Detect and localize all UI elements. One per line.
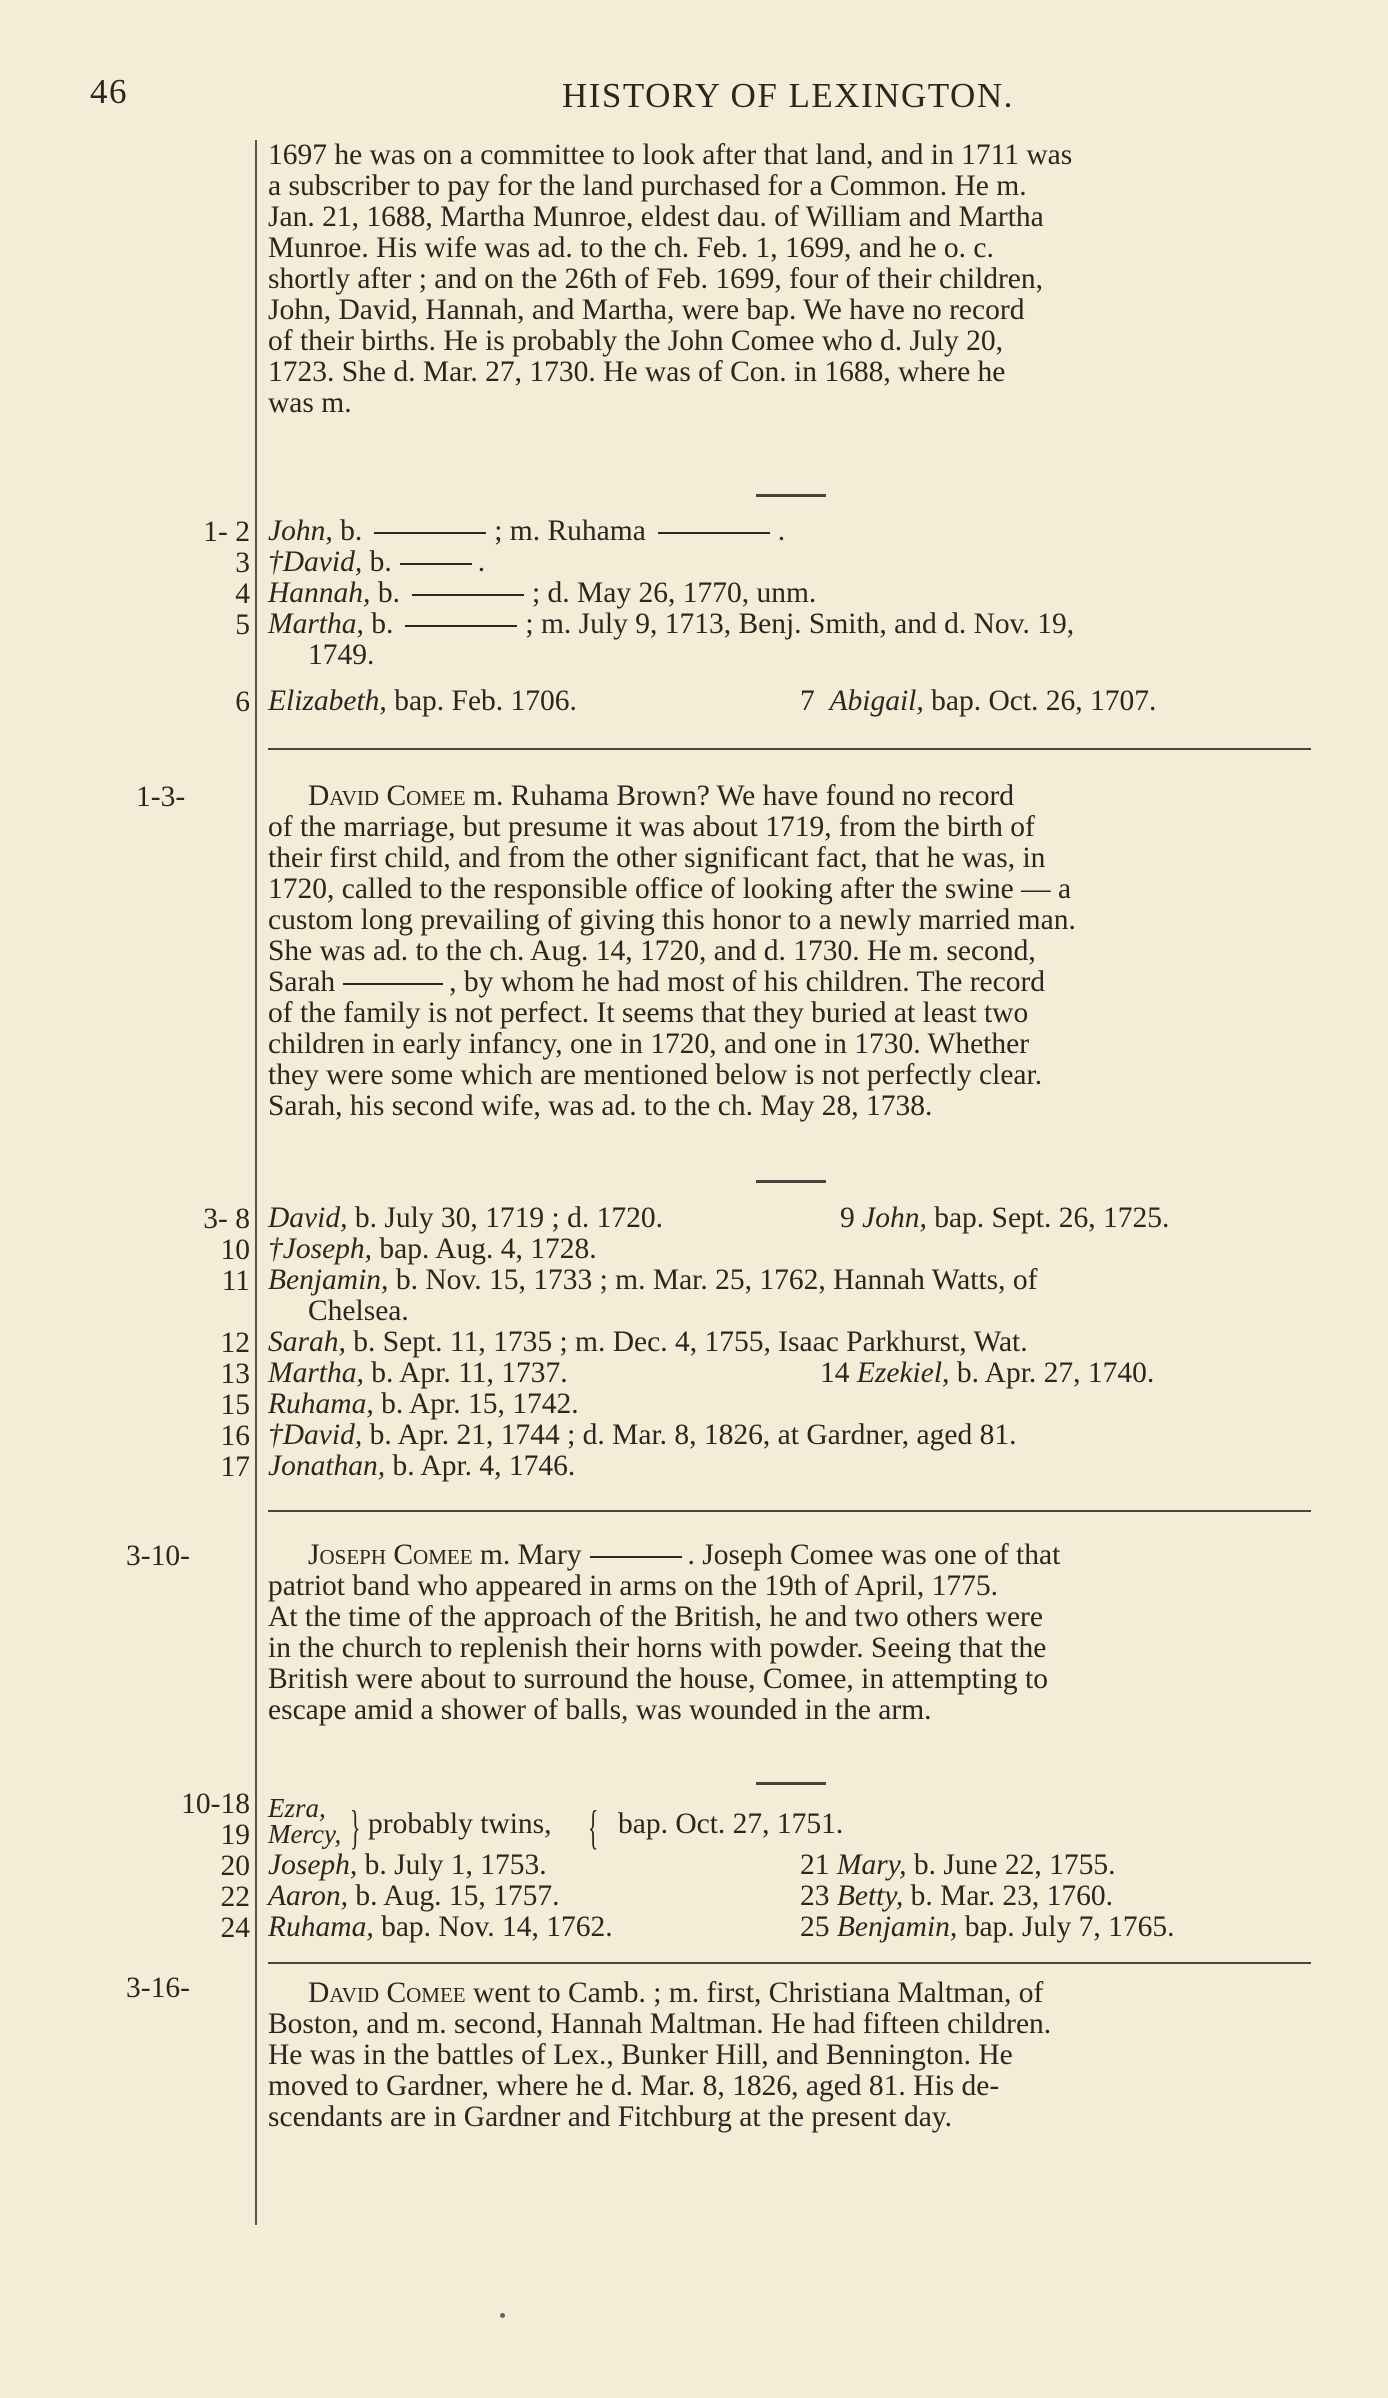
- child-entry: [268, 1795, 326, 1821]
- child-name: †David,: [268, 546, 363, 578]
- entry-text: bap. Aug. 4, 1728.: [372, 1233, 597, 1265]
- genealogy-ref: 25: [800, 1911, 830, 1943]
- entry-text: ; m. July 9, 1713, Benj. Smith, and d. Nov. 19,: [525, 608, 1075, 640]
- text-line: Munroe. His wife was ad. to the ch. Feb. 1, 1699, and he o. c.: [268, 232, 994, 264]
- entry-text: b. Mar. 23, 1760.: [903, 1880, 1114, 1912]
- text-line: John, David, Hannah, and Martha, were bap. We have no record: [268, 294, 1025, 326]
- child-name: Benjamin,: [268, 1264, 389, 1296]
- text-line: 1720, called to the responsible office of looking after the swine — a: [268, 873, 1072, 905]
- genealogy-ref: 9: [840, 1202, 855, 1234]
- child-entry: [268, 547, 485, 578]
- child-entry: [268, 1420, 1017, 1451]
- child-entry: [268, 578, 816, 609]
- child-name: Hannah,: [268, 577, 371, 609]
- entry-text: .: [777, 515, 786, 547]
- right-brace: {: [588, 1801, 599, 1854]
- genealogy-ref: 6: [235, 686, 250, 718]
- text-span: Sarah: [268, 966, 336, 998]
- text-line: their first child, and from the other significant fact, that he was, in: [268, 842, 1046, 874]
- entry-text: b. Sept. 11, 1735 ; m. Dec. 4, 1755, Isaac Parkhurst, Wat.: [345, 1326, 1028, 1358]
- text-line: custom long prevailing of giving this honor to a newly married man.: [268, 904, 1076, 936]
- child-entry: [268, 686, 577, 717]
- page-number: 46: [90, 72, 128, 111]
- entry-text: bap. Sept. 26, 1725.: [926, 1202, 1170, 1234]
- family-head: David Comee: [308, 1977, 466, 2009]
- child-name: Ruhama,: [268, 1388, 374, 1420]
- text-line: scendants are in Gardner and Fitchburg at the present day.: [268, 2101, 953, 2133]
- child-entry: [840, 1203, 1169, 1234]
- child-entry: [820, 1358, 1154, 1389]
- child-name: Sarah,: [268, 1326, 346, 1358]
- child-entry: [268, 1821, 341, 1847]
- entry-text: b.: [362, 546, 392, 578]
- genealogy-ref: 20: [220, 1850, 250, 1882]
- entry-text: b. Nov. 15, 1733 ; m. Mar. 25, 1762, Hannah Watts, of: [388, 1264, 1038, 1296]
- entry-text: ; d. May 26, 1770, unm.: [531, 577, 817, 609]
- entry-text: .: [477, 546, 486, 578]
- text-line: patriot band who appeared in arms on the 19th of April, 1775.: [268, 1570, 998, 1602]
- child-entry: [800, 1850, 1115, 1881]
- genealogy-ref: 4: [235, 578, 250, 610]
- short-divider: [756, 1782, 826, 1785]
- ink-speck: [500, 2313, 505, 2318]
- child-entry: [268, 1912, 613, 1943]
- text-line: children in early infancy, one in 1720, and one in 1730. Whether: [268, 1028, 1030, 1060]
- genealogy-ref: 24: [220, 1912, 250, 1944]
- child-entry: [800, 1881, 1113, 1912]
- genealogy-ref: 15: [220, 1389, 250, 1421]
- entry-text: bap. Feb. 1706.: [386, 685, 577, 717]
- child-name: Ezekiel,: [856, 1357, 950, 1389]
- left-brace: }: [350, 1801, 361, 1854]
- twins-note: probably twins,: [368, 1808, 552, 1840]
- child-entry: [268, 1881, 559, 1912]
- entry-continuation: 1749.: [308, 639, 375, 671]
- child-name: Mercy,: [268, 1819, 342, 1849]
- child-name: Benjamin,: [836, 1911, 958, 1943]
- child-name: Ezra,: [268, 1793, 326, 1823]
- genealogy-ref: 1-3-: [136, 781, 186, 813]
- text-line: [308, 1978, 1043, 2009]
- entry-text: ; m. Ruhama: [494, 515, 646, 547]
- genealogy-ref: 10-18: [181, 1788, 250, 1820]
- entry-text: b. July 30, 1719 ; d. 1720.: [347, 1202, 663, 1234]
- entry-text: b. July 1, 1753.: [357, 1849, 547, 1881]
- text-line: a subscriber to pay for the land purchased for a Common. He m.: [268, 170, 1027, 202]
- genealogy-ref: 11: [221, 1265, 250, 1297]
- text-span: m. Ruhama Brown? We have found no record: [465, 780, 1015, 812]
- text-line: [308, 781, 1014, 812]
- entry-text: bap. Nov. 14, 1762.: [373, 1911, 613, 1943]
- text-line: escape amid a shower of balls, was wounded in the arm.: [268, 1694, 932, 1726]
- text-line: they were some which are mentioned below is not perfectly clear.: [268, 1059, 1043, 1091]
- child-name: Elizabeth,: [268, 685, 387, 717]
- entry-continuation: Chelsea.: [308, 1295, 409, 1327]
- text-line: was m.: [268, 387, 352, 419]
- family-head: Joseph Comee: [308, 1539, 473, 1571]
- genealogy-ref: 22: [220, 1881, 250, 1913]
- genealogy-ref: 7: [800, 685, 815, 717]
- child-name: †Joseph,: [268, 1233, 373, 1265]
- entry-text: b.: [332, 515, 363, 547]
- text-line: 1723. She d. Mar. 27, 1730. He was of Con. in 1688, where he: [268, 356, 1006, 388]
- child-entry: [268, 1451, 575, 1482]
- margin-rule: [255, 140, 257, 2225]
- family-head: David Comee: [308, 780, 466, 812]
- entry-text: b. Apr. 11, 1737.: [363, 1357, 568, 1389]
- child-name: Martha,: [268, 608, 364, 640]
- genealogy-ref: 13: [220, 1358, 250, 1390]
- child-name: Martha,: [268, 1357, 364, 1389]
- entry-text: b. Apr. 27, 1740.: [949, 1357, 1155, 1389]
- entry-text: b. Apr. 21, 1744 ; d. Mar. 8, 1826, at Gardner, aged 81.: [362, 1419, 1017, 1451]
- text-line: Sarah, his second wife, was ad. to the ch. May 28, 1738.: [268, 1090, 933, 1122]
- child-entry: [268, 1265, 1037, 1296]
- text-line: [308, 1540, 1060, 1571]
- child-name: †David,: [268, 1419, 363, 1451]
- entry-text: b. Aug. 15, 1757.: [348, 1880, 560, 1912]
- text-line: in the church to replenish their horns with powder. Seeing that the: [268, 1632, 1047, 1664]
- child-entry: [268, 1234, 597, 1265]
- genealogy-ref: 17: [220, 1451, 250, 1483]
- text-line: [268, 967, 1045, 998]
- child-name: David,: [268, 1202, 348, 1234]
- child-name: John,: [862, 1202, 927, 1234]
- entry-text: b. June 22, 1755.: [906, 1849, 1116, 1881]
- text-line: British were about to surround the house, Comee, in attempting to: [268, 1663, 1048, 1695]
- section-divider: [268, 1962, 1311, 1964]
- child-name: Ruhama,: [268, 1911, 374, 1943]
- child-name: Aaron,: [268, 1880, 349, 1912]
- genealogy-ref: 3-10-: [126, 1540, 190, 1572]
- text-line: of their births. He is probably the John Comee who d. July 20,: [268, 325, 1003, 357]
- text-line: She was ad. to the ch. Aug. 14, 1720, and d. 1730. He m. second,: [268, 935, 1036, 967]
- text-line: of the marriage, but presume it was about 1719, from the birth of: [268, 811, 1035, 843]
- child-entry: [268, 1358, 568, 1389]
- genealogy-ref: 1- 2: [203, 516, 250, 548]
- text-line: moved to Gardner, where he d. Mar. 8, 1826, aged 81. His de-: [268, 2070, 1000, 2102]
- child-entry: [268, 1850, 547, 1881]
- section-divider: [268, 748, 1311, 750]
- genealogy-ref: 3- 8: [203, 1203, 250, 1235]
- text-span: , by whom he had most of his children. The record: [449, 966, 1046, 998]
- child-entry: [800, 1912, 1174, 1943]
- child-name: Mary,: [836, 1849, 907, 1881]
- genealogy-ref: 5: [235, 609, 250, 641]
- genealogy-ref: 14: [820, 1357, 850, 1389]
- child-entry: [268, 516, 785, 547]
- entry-text: b. Apr. 15, 1742.: [373, 1388, 579, 1420]
- genealogy-ref: 19: [220, 1819, 250, 1851]
- text-line: Jan. 21, 1688, Martha Munroe, eldest dau. of William and Martha: [268, 201, 1044, 233]
- genealogy-ref: 23: [800, 1880, 830, 1912]
- text-span: m. Mary: [472, 1539, 582, 1571]
- short-divider: [756, 494, 826, 497]
- genealogy-ref: 3: [235, 547, 250, 579]
- child-name: Jonathan,: [268, 1450, 386, 1482]
- entry-text: bap. Oct. 26, 1707.: [923, 685, 1157, 717]
- text-line: 1697 he was on a committee to look after that land, and in 1711 was: [268, 139, 1073, 171]
- child-entry: [268, 1389, 579, 1420]
- child-entry: [268, 1203, 663, 1234]
- genealogy-ref: 10: [220, 1234, 250, 1266]
- child-entry: [268, 1327, 1028, 1358]
- entry-text: b. Apr. 4, 1746.: [385, 1450, 576, 1482]
- entry-text: b.: [363, 608, 394, 640]
- text-line: He was in the battles of Lex., Bunker Hill, and Bennington. He: [268, 2039, 1013, 2071]
- genealogy-ref: 3-16-: [126, 1972, 190, 2004]
- child-name: Abigail,: [829, 685, 924, 717]
- text-span: . Joseph Comee was one of that: [687, 1539, 1061, 1571]
- twins-baptism: bap. Oct. 27, 1751.: [618, 1808, 844, 1840]
- text-line: shortly after ; and on the 26th of Feb. 1699, four of their children,: [268, 263, 1044, 295]
- genealogy-ref: 21: [800, 1849, 830, 1881]
- text-line: At the time of the approach of the British, he and two others were: [268, 1601, 1043, 1633]
- genealogy-ref: 16: [220, 1420, 250, 1452]
- genealogy-ref: 12: [220, 1327, 250, 1359]
- text-line: of the family is not perfect. It seems that they buried at least two: [268, 997, 1029, 1029]
- child-name: Joseph,: [268, 1849, 358, 1881]
- short-divider: [756, 1180, 826, 1183]
- entry-text: bap. July 7, 1765.: [957, 1911, 1175, 1943]
- text-line: Boston, and m. second, Hannah Maltman. He had fifteen children.: [268, 2008, 1052, 2040]
- section-divider: [268, 1510, 1311, 1512]
- child-name: John,: [268, 515, 333, 547]
- child-entry: [268, 609, 1074, 640]
- child-entry: [800, 686, 1156, 717]
- child-name: Betty,: [836, 1880, 904, 1912]
- text-span: went to Camb. ; m. first, Christiana Maltman, of: [465, 1977, 1044, 2009]
- running-title: HISTORY OF LEXINGTON.: [562, 76, 1014, 115]
- entry-text: b.: [370, 577, 400, 609]
